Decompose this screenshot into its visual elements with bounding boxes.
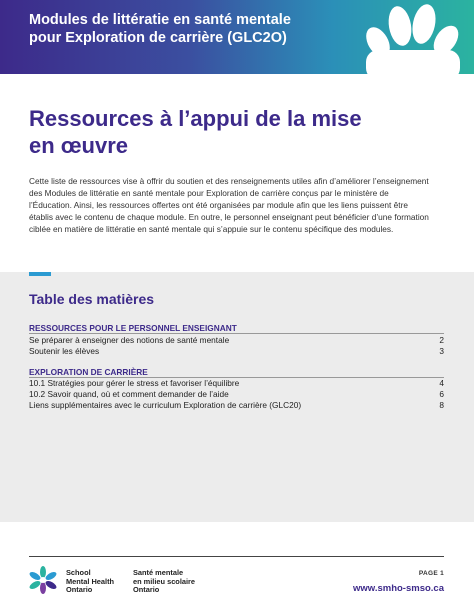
intro-line: Cette liste de ressources vise à offrir du soutien et des renseignements utiles afin d’améliorer l’enseignement bbox=[29, 176, 429, 186]
logo-fr-line: en milieu scolaire bbox=[133, 576, 196, 586]
toc-section-heading-teachers: RESSOURCES POUR LE PERSONNEL ENSEIGNANT bbox=[29, 323, 237, 333]
toc-section-heading-career: EXPLORATION DE CARRIÈRE bbox=[29, 367, 148, 377]
toc-item-page: 3 bbox=[439, 346, 444, 356]
toc-item-label[interactable]: 10.1 Stratégies pour gérer le stress et favoriser l’équilibre bbox=[29, 378, 240, 388]
toc-item[interactable] bbox=[29, 346, 444, 357]
toc-accent-bar bbox=[29, 272, 51, 276]
logo-en-line: Mental Health bbox=[66, 576, 115, 586]
toc-item-label[interactable]: Se préparer à enseigner des notions de santé mentale bbox=[29, 335, 230, 345]
header-banner bbox=[0, 0, 474, 74]
page-title-line-1: Ressources à l’appui de la mise bbox=[29, 106, 362, 131]
toc-item-page: 4 bbox=[439, 378, 444, 388]
logo-text-french bbox=[133, 569, 195, 595]
intro-line: des Modules de littératie en santé mentale pour Exploration de carrière conçus par le ministère de bbox=[29, 188, 389, 199]
footer-divider bbox=[29, 556, 444, 557]
leaf-decoration-icon bbox=[356, 0, 466, 74]
banner-title-line-1: Modules de littératie en santé mentale bbox=[29, 12, 291, 28]
logo-text-english bbox=[66, 569, 114, 595]
toc-item[interactable] bbox=[29, 400, 444, 411]
toc-item[interactable] bbox=[29, 389, 444, 400]
page-title-line-2: en œuvre bbox=[29, 133, 129, 158]
toc-item[interactable] bbox=[29, 335, 444, 346]
toc-item-page: 6 bbox=[439, 389, 444, 399]
page-title bbox=[29, 105, 449, 159]
toc-item-label[interactable]: Soutenir les élèves bbox=[29, 346, 100, 356]
intro-line: l’Éducation. Ainsi, les ressources offertes ont été organisées par module afin que les liens puissent être bbox=[29, 200, 408, 211]
toc-item[interactable] bbox=[29, 378, 444, 389]
banner-title bbox=[29, 11, 329, 47]
logo-en-line: School bbox=[66, 568, 91, 577]
logo-fr-line: Ontario bbox=[133, 585, 160, 595]
page-number: PAGE 1 bbox=[418, 570, 444, 577]
intro-paragraph bbox=[29, 175, 449, 235]
toc-item-page: 8 bbox=[439, 400, 444, 410]
logo-en-line: Ontario bbox=[66, 585, 93, 595]
intro-line: ciblée en matière de littératie en santé mentale qui s’appuie sur le contenu spécifique des modules. bbox=[29, 224, 394, 235]
banner-title-line-2: pour Exploration de carrière (GLC2O) bbox=[29, 30, 287, 46]
toc-item-page: 2 bbox=[439, 335, 444, 345]
intro-line: établis avec le contenu de chaque module. En outre, le personnel enseignant peut bénéficier d’une formation bbox=[29, 212, 429, 223]
toc-item-label[interactable]: 10.2 Savoir quand, où et comment demander de l’aide bbox=[29, 389, 229, 399]
logo-fr-line: Santé mentale bbox=[133, 568, 184, 577]
smho-logo-icon bbox=[29, 566, 57, 594]
toc-title: Table des matières bbox=[29, 291, 155, 307]
toc-item-label[interactable]: Liens supplémentaires avec le curriculum Exploration de carrière (GLC20) bbox=[29, 400, 302, 410]
section-divider bbox=[29, 333, 444, 334]
website-link[interactable]: www.smho-smso.ca bbox=[353, 583, 444, 594]
